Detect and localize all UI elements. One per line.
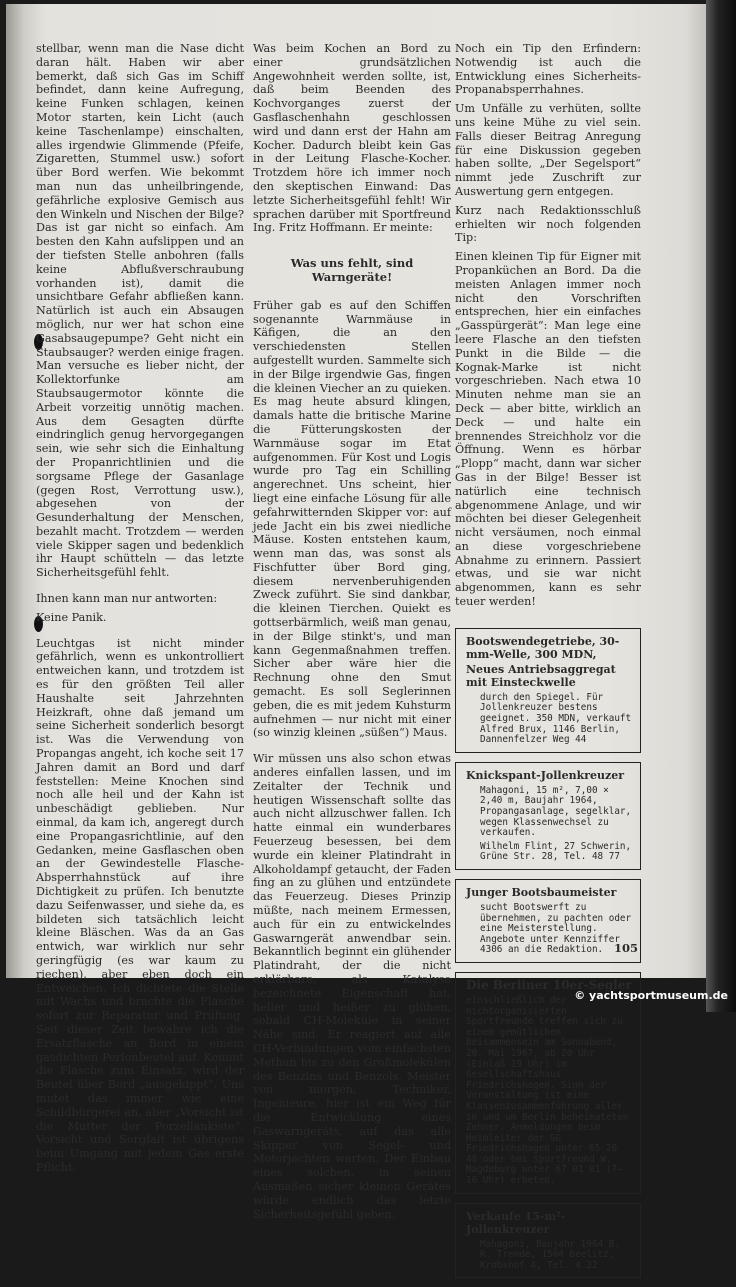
paragraph: Ihnen kann man nur antworten: (36, 592, 218, 606)
paragraph: Was beim Kochen an Bord zu einer grundsätzlichen Angewohnheit werden sollte, ist, daß beim Beenden des Kochvorganges zuerst der Gasflaschenhahn geschlossen wird und dann erst der Hahn am Kocher. Dadurch bleibt kein Gas in der Leitung Flasche-Kocher. Trotzdem höre ich immer noch den skeptischen Einwand: Das letzte Sicherheitsgefühl fehlt! Wir sprachen darüber mit Sportfreund Ing. Fritz Hoffmann. Er meinte: (253, 42, 451, 235)
column-2 (253, 42, 451, 1226)
paragraph: Wir müssen uns also schon etwas anderes einfallen lassen, und im Zeitalter der Technik und heutigen Wissenschaft sollte das auch nicht allzuschwer fallen. Ich hatte einmal ein wunderbares Feuerzeug besessen, bei dem wurde ein kleiner Platindraht in Alkoholdampf getaucht, der Faden fing an zu glühen und entzündete das Feuerzeug. Dieses Prinzip müßte, nach meinem Ermessen, auch für ein zu entwickelndes Gaswarngerät anwendbar sein. Bekanntlich beginnt ein glühender Platindraht, der die nicht erklärbare, als Katalyse bezeichnete Eigenschaft hat, heller und heißer zu glühen, sobald CH-Moleküle in seiner Nähe sind. Er reagiert auf alle CH-Verbindungen vom einfachsten Methan bis zu den Großmolekülen des Benzins und Benzols. Meister von morgen, Techniker, Ingenieure, hier ist ein Weg für die Entwicklung eines Gaswarngeräts, auf das alle Skipper von Segel- und Motorjachten warten. Der Einbau eines solchen, in seinen Ausmaßen sicher kleinen Gerätes würde endlich das letzte Sicherheitsgefühl geben. (253, 752, 451, 1221)
column-1 (36, 42, 244, 1180)
ad-body: durch den Spiegel. Für Jollenkreuzer bestens geeignet. 350 MDN, verkauft Alfred Brux, 1146 Berlin, Dannenfelzer Weg 44 (480, 691, 632, 746)
ad-title: Neues Antriebsaggregat mit Einsteckwelle (466, 662, 616, 689)
watermark: © yachtsportmuseum.de (574, 989, 728, 1002)
classified-ad (455, 972, 641, 1194)
classified-ad (455, 762, 641, 870)
ad-body: Angebote unter Kennziffer 4306 an die Redaktion. (480, 933, 620, 956)
paragraph: Kurz nach Redaktionsschluß erhielten wir noch folgenden Tip: (455, 203, 641, 245)
ad-title: Bootswendegetriebe, 30-mm-Welle, 300 MDN, (466, 634, 620, 661)
paragraph: stellbar, wenn man die Nase dicht daran hält. Haben wir aber bemerkt, daß sich Gas im Schiff befindet, dann keine Aufregung, keine Funken schlagen, keinen Motor starten, kein Licht (auch keine Taschenlampe) einschalten, alles irgendwie Glimmende (Pfeife, Zigaretten, Stummel usw.) sofort über Bord werfen. Wie bekommt man nun das unheilbringende, gefährliche explosive Gemisch aus den Winkeln und Nischen der Bilge? Das ist gar nicht so einfach. Am besten den Kahn aufslippen und an der tiefsten Stelle anbohren (falls keine Abflußverschraubung vorhanden ist), damit die unsichtbare Gefahr abfließen kann. Natürlich ist auch ein Absaugen möglich, nur wer hat schon eine Gasabsaugepumpe? Geht nicht ein Staubsauger? werden einige fragen. Man versuche es lieber nicht, der Kollektorfunke am Staubsaugermotor könnte die Arbeit vorzeitig unnötig machen. Aus dem Gesagten dürfte eindringlich genug hervorgegangen sein, wie sehr sich die Einhaltung der Propanrichtlinien und die sorgsame Pflege der Gasanlage (gegen Rost, Verrottung usw.), abgesehen von der Gesunderhaltung der Menschen, bezahlt macht. Trotzdem — werden viele Skipper sagen und bedenklich ihr Haupt schütteln — das letzte Sicherheitsgefühl fehlt. (36, 42, 244, 580)
ad-body: einschließlich der nichtorganisierten Sportfreunde treffen sich zu einem gemütlichen Beisammensein am Sonnabend, 20. Mai 1967, ab 20 Uhr (Einlaß 19 Uhr) im Gesellschaftshaus Friedrichshagen. Sinn der Veranstaltung ist eine Klassenzusammenführung aller in und um Berlin beheimateten Zehner. Anmeldungen beim Heimleiter der SG Friedrichshagen unter 65 20 48 oder bei Sportfreund W. Magdeburg unter 67 01 01 (7–16 Uhr) erbeten. (466, 994, 629, 1187)
ad-body: sucht Bootswerft zu übernehmen, zu pachten oder eine Meisterstellung. (480, 902, 632, 935)
paragraph: Um Unfälle zu verhüten, sollte uns keine Mühe zu viel sein. Falls dieser Beitrag Anregung für eine Diskussion gegeben haben sollte, „Der Segelsport“ nimmt jede Zuschrift zur Auswertung gern entgegen. (455, 102, 641, 198)
paragraph: Früher gab es auf den Schiffen sogenannte Warnmäuse in Käfigen, die an den verschiedensten Stellen aufgestellt wurden. Sammelte sich in der Bilge irgendwie Gas, fingen die kleinen Viecher an zu quieken. Es mag heute absurd klingen, damals hatte die britische Marine die Fütterungskosten der Warnmäuse sogar im Etat aufgenommen. Für Kost und Logis wurde pro Tag ein Schilling angerechnet. Uns scheint, hier liegt eine einfache Lösung für alle gefahrwitternden Skipper vor: auf jede Jacht ein bis zwei niedliche Mäuse. Kosten entstehen kaum, wenn man das, was sonst als Fischfutter über Bord ging, diesem nervenberuhigenden Zweck zuführt. Sie sind dankbar, die kleinen Tierchen. Quiekt es gottserbärmlich, weiß man genau, in der Bilge stinkt's, und man kann Gegenmaßnahmen treffen. Sicher aber wäre hier die Rechnung ohne den Smut gemacht. Es soll Seglerinnen geben, die es mit jedem Kuhsturm aufnehmen — nur nicht mit einer (so winzig kleinen „süßen“) Maus. (253, 298, 451, 740)
ad-body: Mahagoni, 15 m², 7,00 × 2,40 m, Baujahr 1964, Propangasanlage, segelklar, wegen Klassenwechsel zu verkaufen. (480, 784, 632, 839)
paragraph: Einen kleinen Tip für Eigner mit Propanküchen an Bord. Da die meisten Anlagen immer noch nicht den Vorschriften entsprechen, hier ein einfaches „Gasspürgerät“: Man lege eine leere Flasche an den tiefsten Punkt in die Bilde — die Kognak-Marke ist nicht vorgeschrieben. Nach etwa 10 Minuten nehme man sie an Deck — aber bitte, wirklich an Deck — und halte ein brennendes Streichholz vor die Öffnung. Wenn es hörbar „Plopp“ macht, dann war sicher Gas in der Bilge! Besser ist natürlich eine technisch abgenommene Anlage, und wir möchten bei dieser Gelegenheit nicht versäumen, noch einmal an diese vorgeschriebene Abnahme zu erinnern. Passiert etwas, und sie war nicht abgenommen, kann es sehr teuer werden! (455, 250, 641, 609)
ad-title: Verkaufe 15-m²-Jollenkreuzer (466, 1209, 566, 1236)
ad-body: Mahagoni, Baujahr 1964 B. R. Trende, 1504 Beelitz, Krobshof 4, Tel. 4 32 (480, 1238, 620, 1271)
ad-title: Knickspant-Jollenkreuzer (466, 768, 625, 782)
ad-body: Wilhelm Flint, 27 Schwerin, Grüne Str. 28, Tel. 48 77 (480, 840, 632, 863)
classified-ad (455, 628, 641, 753)
ad-title: Junger Bootsbaumeister (466, 886, 617, 899)
paragraph: Leuchtgas ist nicht minder gefährlich, wenn es unkontrolliert entweichen kann, und trotzdem ist es für den größten Teil aller Haushalte seit Jahrzehnten Heizkraft, ohne daß jemand um seine Sicherheit sonderlich besorgt ist. Was die Verwendung von Propangas angeht, ich koche seit 17 Jahren damit an Bord und darf feststellen: Meine Knochen sind noch alle heil und der Kahn ist unbeschädigt geblieben. Nur einmal, da kam ich, angeregt durch eine Propangasrichtlinie, auf den Gedanken, meine Gasflaschen oben an der Gewindestelle Flasche-Absperrhahnstück auf ihre Dichtigkeit zu prüfen. Ich benutzte dazu Seifenwasser, und siehe da, es bildeten sich tatsächlich leicht kleine Bläschen. Was da an Gas entwich, war wirklich nur sehr geringfügig (es war kaum zu riechen), aber eben doch ein Entweichen. Ich dichtete die Stelle mit Wachs und brachte die Flasche sofort zur Reparatur und Prüfung. Seit dieser Zeit bewahre ich die Ersatzflasche an Bord in einem gasdichten Perlonbeutel auf. Kommt die Flasche zum Einsatz, wird der Beutel über Bord „ausgekippt“. Uns mutet das immer wie eine Schildbürgerei an, aber „Vorsicht ist die Mutter der Porzellankiste“. Vorsicht und Sorgfalt ist übrigens beim Umgang mit jedem Gas erste Pflicht. (36, 636, 244, 1174)
paragraph: Noch ein Tip den Erfindern: Notwendig ist auch die Entwicklung eines Sicherheits-Propanabsperrhahnes. (455, 42, 641, 97)
page-number: 105 (614, 941, 639, 955)
paragraph: Keine Panik. (36, 610, 107, 624)
ad-title: Die Berliner 10er-Segler (466, 977, 632, 992)
column-3 (455, 42, 641, 1287)
section-heading: Was uns fehlt, sind Warngeräte! (290, 256, 414, 284)
classified-ad (455, 1203, 641, 1279)
book-binding (706, 0, 736, 1012)
